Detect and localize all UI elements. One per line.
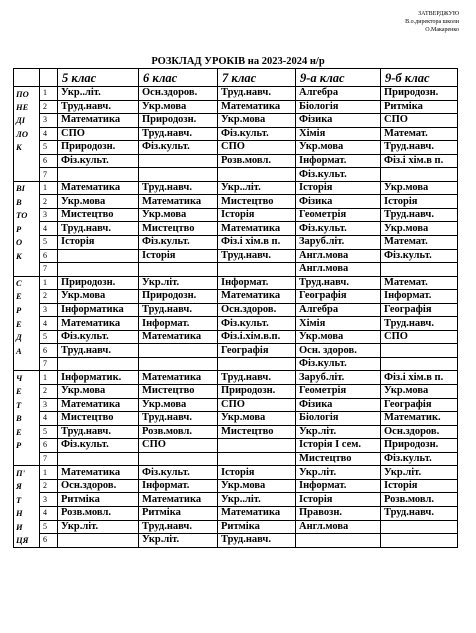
subject-cell: Математика (58, 398, 139, 412)
day-letter-cell: В (14, 195, 40, 209)
lesson-row (14, 141, 458, 155)
subject-cell: Труд.навч. (139, 303, 218, 317)
subject-cell (381, 520, 458, 534)
subject-cell: Інформат. (296, 154, 381, 168)
header-corner-cell (14, 69, 40, 87)
subject-cell: Труд.навч. (381, 317, 458, 331)
subject-cell: Фіз.культ. (58, 439, 139, 453)
subject-cell: Труд.навч. (58, 222, 139, 236)
subject-cell (381, 344, 458, 358)
subject-cell: Математика (218, 222, 296, 236)
lesson-number: 5 (40, 330, 58, 344)
day-letter-cell: К (14, 249, 40, 263)
subject-cell: Математ. (381, 127, 458, 141)
lesson-row (14, 317, 458, 331)
lesson-number: 4 (40, 412, 58, 426)
subject-cell (139, 344, 218, 358)
lesson-number: 3 (40, 398, 58, 412)
day-letter-cell (14, 357, 40, 371)
day-letter-cell: ПО (14, 87, 40, 101)
subject-cell: Геометрія (296, 385, 381, 399)
subject-cell: Фіз.і хім.в п. (381, 154, 458, 168)
subject-cell: Математика (58, 317, 139, 331)
day-letter-cell: ЦЯ (14, 534, 40, 548)
subject-cell: Інформат. (218, 276, 296, 290)
subject-cell: Історія (139, 249, 218, 263)
subject-cell: Географія (381, 303, 458, 317)
subject-cell: Труд.навч. (58, 344, 139, 358)
day-letter-cell: Н (14, 506, 40, 520)
day-letter-cell: ВІ (14, 181, 40, 195)
subject-cell: Фіз.культ. (58, 154, 139, 168)
day-letter-cell: Я (14, 479, 40, 493)
day-letter-cell: Ч (14, 371, 40, 385)
subject-cell: Історія (58, 236, 139, 250)
day-letter-cell: ТО (14, 208, 40, 222)
subject-cell: СПО (139, 439, 218, 453)
subject-cell: Фіз.культ. (296, 222, 381, 236)
page-title: РОЗКЛАД УРОКІВ на 2023-2024 н/р (151, 56, 325, 67)
subject-cell: Математика (58, 466, 139, 480)
day-letter-cell: К (14, 141, 40, 155)
lesson-row (14, 357, 458, 371)
subject-cell: Укр.мова (296, 330, 381, 344)
lesson-number: 1 (40, 87, 58, 101)
subject-cell: Ритміка (218, 520, 296, 534)
subject-cell: Математика (139, 330, 218, 344)
subject-cell: Труд.навч. (218, 249, 296, 263)
lesson-row (14, 168, 458, 182)
subject-cell: Розв.мовл. (381, 493, 458, 507)
subject-cell: Історія І сем. (296, 439, 381, 453)
subject-cell: Географія (218, 344, 296, 358)
subject-cell: Укр.мова (58, 385, 139, 399)
subject-cell (381, 357, 458, 371)
subject-cell: Географія (296, 290, 381, 304)
subject-cell (218, 357, 296, 371)
day-letter-cell: Е (14, 425, 40, 439)
subject-cell: Осн. здоров. (296, 344, 381, 358)
subject-cell: Заруб.літ. (296, 371, 381, 385)
subject-cell: Англ.мова (296, 249, 381, 263)
header-row (14, 69, 458, 87)
subject-cell: Мистецтво (296, 452, 381, 466)
subject-cell: Фіз.культ. (296, 168, 381, 182)
subject-cell: Географія (381, 398, 458, 412)
lesson-number: 3 (40, 114, 58, 128)
lesson-row (14, 303, 458, 317)
subject-cell: Інформат. (296, 479, 381, 493)
subject-cell: Біологія (296, 412, 381, 426)
class-header: 6 клас (139, 69, 218, 87)
day-letter-cell: С (14, 276, 40, 290)
subject-cell: Мистецтво (218, 195, 296, 209)
subject-cell: Ритміка (139, 506, 218, 520)
subject-cell: Англ.мова (296, 520, 381, 534)
lesson-number: 7 (40, 263, 58, 277)
subject-cell: Англ.мова (296, 263, 381, 277)
subject-cell: Фіз.культ. (218, 127, 296, 141)
subject-cell: Ритміка (58, 493, 139, 507)
subject-cell: Математик. (381, 412, 458, 426)
lesson-row (14, 344, 458, 358)
subject-cell (139, 357, 218, 371)
lesson-row (14, 87, 458, 101)
subject-cell: Мистецтво (139, 222, 218, 236)
class-header: 5 клас (58, 69, 139, 87)
day-letter-cell: Е (14, 317, 40, 331)
class-header: 9-а клас (296, 69, 381, 87)
lesson-row (14, 154, 458, 168)
subject-cell: Заруб.літ. (296, 236, 381, 250)
lesson-row (14, 249, 458, 263)
lesson-number: 1 (40, 181, 58, 195)
subject-cell: Укр.мова (139, 100, 218, 114)
class-header: 7 клас (218, 69, 296, 87)
day-letter-cell: Р (14, 303, 40, 317)
subject-cell: Фіз.і хім.в п. (218, 236, 296, 250)
subject-cell (58, 534, 139, 548)
lesson-number: 7 (40, 452, 58, 466)
subject-cell: Природозн. (139, 114, 218, 128)
day-letter-cell: Р (14, 222, 40, 236)
subject-cell: Фізика (296, 195, 381, 209)
subject-cell: Природозн. (218, 385, 296, 399)
approval-line-3: О.Макаренко (425, 27, 459, 33)
subject-cell: Природозн. (58, 141, 139, 155)
subject-cell: Труд.навч. (218, 371, 296, 385)
subject-cell: Труд.навч. (381, 506, 458, 520)
lesson-number: 6 (40, 534, 58, 548)
lesson-number: 7 (40, 168, 58, 182)
subject-cell: Історія (296, 493, 381, 507)
subject-cell: Геометрія (296, 208, 381, 222)
subject-cell: Укр.мова (218, 114, 296, 128)
subject-cell: Історія (381, 195, 458, 209)
day-letter-cell: Р (14, 439, 40, 453)
lesson-row (14, 127, 458, 141)
subject-cell (139, 263, 218, 277)
subject-cell: Укр.літ. (139, 534, 218, 548)
subject-cell: Труд.навч. (139, 412, 218, 426)
lesson-number: 6 (40, 154, 58, 168)
lesson-number: 2 (40, 290, 58, 304)
subject-cell: Математика (218, 506, 296, 520)
subject-cell: Фіз.культ. (139, 141, 218, 155)
lesson-row (14, 425, 458, 439)
lesson-row (14, 371, 458, 385)
subject-cell: Осн.здоров. (381, 425, 458, 439)
day-letter-cell (14, 154, 40, 168)
subject-cell: Природозн. (381, 87, 458, 101)
subject-cell: Інформат. (139, 479, 218, 493)
subject-cell: Фізика (296, 114, 381, 128)
subject-cell: Укр.мова (139, 208, 218, 222)
day-letter-cell: И (14, 520, 40, 534)
subject-cell: Інформат. (139, 317, 218, 331)
subject-cell: Мистецтво (218, 425, 296, 439)
lesson-row (14, 439, 458, 453)
lesson-row (14, 236, 458, 250)
subject-cell: Фіз.і хім.в п. (381, 371, 458, 385)
lesson-number: 3 (40, 493, 58, 507)
lesson-row (14, 452, 458, 466)
subject-cell: Укр.мова (58, 195, 139, 209)
lesson-row (14, 412, 458, 426)
subject-cell: Історія (296, 181, 381, 195)
subject-cell: Труд.навч. (218, 534, 296, 548)
subject-cell (218, 263, 296, 277)
subject-cell: Фіз.культ. (218, 317, 296, 331)
subject-cell: Труд.навч. (58, 425, 139, 439)
day-letter-cell: Е (14, 385, 40, 399)
lesson-number: 2 (40, 195, 58, 209)
subject-cell: Укр.літ. (381, 466, 458, 480)
subject-cell: Алгебра (296, 303, 381, 317)
lesson-row (14, 479, 458, 493)
subject-cell: Розв.мовл. (58, 506, 139, 520)
subject-cell: Укр.мова (381, 385, 458, 399)
subject-cell: Труд.навч. (218, 87, 296, 101)
subject-cell: Труд.навч. (381, 208, 458, 222)
subject-cell: Інформат. (381, 290, 458, 304)
subject-cell (58, 168, 139, 182)
subject-cell (58, 452, 139, 466)
subject-cell: Алгебра (296, 87, 381, 101)
subject-cell: Укр..літ. (218, 181, 296, 195)
lesson-row (14, 263, 458, 277)
subject-cell: Мистецтво (139, 385, 218, 399)
subject-cell (296, 534, 381, 548)
day-letter-cell: Е (14, 290, 40, 304)
lesson-row (14, 385, 458, 399)
subject-cell: Укр.мова (58, 290, 139, 304)
lesson-row (14, 493, 458, 507)
day-letter-cell: В (14, 412, 40, 426)
lesson-row (14, 222, 458, 236)
subject-cell: Осн.здоров. (58, 479, 139, 493)
subject-cell: Укр.мова (381, 181, 458, 195)
day-letter-cell: Т (14, 398, 40, 412)
subject-cell: Інформатика (58, 303, 139, 317)
lesson-number: 3 (40, 208, 58, 222)
subject-cell (218, 439, 296, 453)
lesson-row (14, 114, 458, 128)
subject-cell: СПО (381, 330, 458, 344)
subject-cell: Фізика (296, 398, 381, 412)
subject-cell: Укр.літ. (58, 520, 139, 534)
subject-cell (58, 357, 139, 371)
lesson-number: 4 (40, 506, 58, 520)
subject-cell: Укр.мова (218, 479, 296, 493)
lesson-row (14, 330, 458, 344)
lesson-number: 5 (40, 520, 58, 534)
lesson-row (14, 195, 458, 209)
day-letter-cell: ДІ (14, 114, 40, 128)
subject-cell: Математ. (381, 276, 458, 290)
subject-cell: Математика (58, 181, 139, 195)
subject-cell: Природозн. (58, 276, 139, 290)
subject-cell: Історія (218, 208, 296, 222)
schedule-table (13, 68, 458, 548)
subject-cell: Труд.навч. (139, 520, 218, 534)
subject-cell: Фіз.культ. (58, 330, 139, 344)
lesson-number: 6 (40, 439, 58, 453)
subject-cell (139, 168, 218, 182)
subject-cell: Природозн. (381, 439, 458, 453)
subject-cell: Укр.мова (381, 222, 458, 236)
subject-cell (381, 168, 458, 182)
day-letter-cell: О (14, 236, 40, 250)
subject-cell: Фіз.культ. (139, 236, 218, 250)
subject-cell: Укр.мова (139, 398, 218, 412)
approval-line-1: ЗАТВЕРДЖУЮ (418, 11, 459, 17)
subject-cell: СПО (381, 114, 458, 128)
subject-cell: Хімія (296, 127, 381, 141)
subject-cell: Математика (139, 195, 218, 209)
subject-cell: Математика (58, 114, 139, 128)
lesson-number: 4 (40, 317, 58, 331)
subject-cell: Біологія (296, 100, 381, 114)
lesson-number: 4 (40, 222, 58, 236)
lesson-row (14, 290, 458, 304)
lesson-row (14, 520, 458, 534)
schedule-body (14, 69, 458, 548)
subject-cell: СПО (58, 127, 139, 141)
day-letter-cell: Т (14, 493, 40, 507)
subject-cell: Мистецтво (58, 412, 139, 426)
lesson-row (14, 534, 458, 548)
subject-cell: Фіз.культ. (381, 249, 458, 263)
subject-cell: Осн.здоров. (139, 87, 218, 101)
class-header: 9-б клас (381, 69, 458, 87)
subject-cell: Труд.навч. (139, 127, 218, 141)
lesson-row (14, 100, 458, 114)
lesson-number: 5 (40, 425, 58, 439)
subject-cell: Історія (218, 466, 296, 480)
day-letter-cell (14, 263, 40, 277)
subject-cell: Природозн. (139, 290, 218, 304)
subject-cell (381, 534, 458, 548)
subject-cell: Розв.мовл. (218, 154, 296, 168)
subject-cell (218, 452, 296, 466)
subject-cell: Укр..літ. (218, 493, 296, 507)
subject-cell: Інформатик. (58, 371, 139, 385)
subject-cell (218, 168, 296, 182)
subject-cell: Математика (218, 290, 296, 304)
subject-cell: Хімія (296, 317, 381, 331)
lesson-number: 1 (40, 371, 58, 385)
day-letter-cell: ЛО (14, 127, 40, 141)
subject-cell: Математ. (381, 236, 458, 250)
approval-line-2: В.о.директора школи (405, 19, 459, 25)
day-letter-cell: П' (14, 466, 40, 480)
lesson-number: 4 (40, 127, 58, 141)
subject-cell: Укр.мова (296, 141, 381, 155)
subject-cell: Укр.літ. (139, 276, 218, 290)
subject-cell: Правозн. (296, 506, 381, 520)
day-letter-cell: А (14, 344, 40, 358)
subject-cell (139, 452, 218, 466)
subject-cell (58, 249, 139, 263)
lesson-number: 1 (40, 466, 58, 480)
lesson-row (14, 506, 458, 520)
lesson-row (14, 398, 458, 412)
subject-cell: Історія (381, 479, 458, 493)
lesson-number: 1 (40, 276, 58, 290)
subject-cell: Фіз.і.хім.в.п. (218, 330, 296, 344)
lesson-number: 5 (40, 141, 58, 155)
lesson-number: 5 (40, 236, 58, 250)
subject-cell: Математика (139, 493, 218, 507)
lesson-row (14, 466, 458, 480)
subject-cell: Укр.мова (218, 412, 296, 426)
subject-cell: Математика (218, 100, 296, 114)
lesson-number: 3 (40, 303, 58, 317)
approval-stamp (405, 10, 459, 34)
subject-cell: Фіз.культ. (296, 357, 381, 371)
lesson-number: 2 (40, 385, 58, 399)
lesson-row (14, 276, 458, 290)
lesson-number: 2 (40, 100, 58, 114)
subject-cell (381, 263, 458, 277)
day-letter-cell (14, 452, 40, 466)
lesson-number: 2 (40, 479, 58, 493)
subject-cell: Розв.мовл. (139, 425, 218, 439)
lesson-number: 7 (40, 357, 58, 371)
day-letter-cell (14, 168, 40, 182)
subject-cell: Ритміка (381, 100, 458, 114)
subject-cell: СПО (218, 398, 296, 412)
subject-cell: Фіз.культ. (139, 466, 218, 480)
subject-cell: Фіз.культ. (381, 452, 458, 466)
subject-cell: Укр..літ. (58, 87, 139, 101)
subject-cell: Труд.навч. (296, 276, 381, 290)
lesson-number: 6 (40, 249, 58, 263)
subject-cell: Укр.літ. (296, 425, 381, 439)
subject-cell: Труд.навч. (139, 181, 218, 195)
lesson-number: 6 (40, 344, 58, 358)
lesson-row (14, 181, 458, 195)
subject-cell: Осн.здоров. (218, 303, 296, 317)
day-letter-cell: Д (14, 330, 40, 344)
lesson-row (14, 208, 458, 222)
subject-cell: Математика (139, 371, 218, 385)
subject-cell: СПО (218, 141, 296, 155)
subject-cell (58, 263, 139, 277)
subject-cell: Мистецтво (58, 208, 139, 222)
subject-cell: Труд.навч. (381, 141, 458, 155)
header-corner-cell (40, 69, 58, 87)
day-letter-cell: НЕ (14, 100, 40, 114)
subject-cell: Труд.навч. (58, 100, 139, 114)
subject-cell: Укр.літ. (296, 466, 381, 480)
subject-cell (139, 154, 218, 168)
